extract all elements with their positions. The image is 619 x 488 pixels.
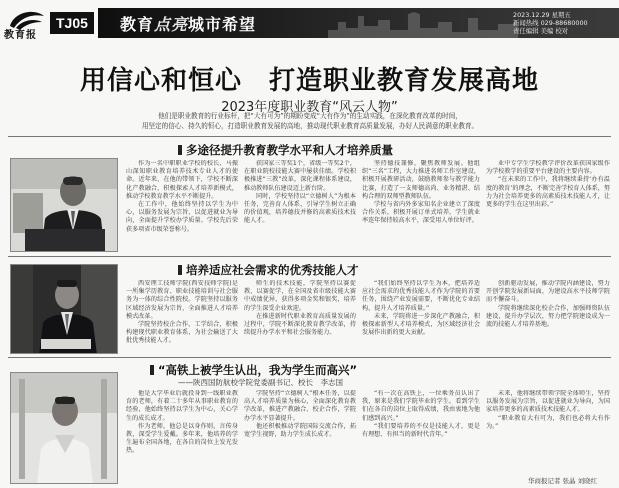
section1-column (244, 160, 356, 254)
section2-column (126, 280, 238, 354)
page-number-tag: TJ05 (50, 12, 94, 34)
portrait-photo (10, 264, 118, 354)
paragraph: 学院将继续深化校企合作，加强师资队伍建设，提升办学层次，努力把学院建设成为一流的技能人才培养基地。 (486, 304, 610, 329)
portrait-photo (10, 372, 118, 484)
paragraph: 作为一名中职职业学校的校长，马振山深知职业教育培养技术专业人才的使命。近年来，在他的带领下，学校不断深化产教融合，积极探索人才培养新模式，推动学校教育教学水平不断提升。 (126, 160, 238, 200)
intro-paragraph (110, 111, 510, 131)
divider (8, 136, 611, 137)
paragraph: 同时，学校坚持以“立德树人”为根本任务，完善育人体系，引导学生树立正确的价值观，培养德技并修的高素质技术技能人才。 (244, 192, 356, 225)
skyline-decoration-icon (328, 8, 518, 38)
paragraph: 学院坚持校企合作、工学结合，积极构建现代职业教育体系，为社会输送了大批优秀技能人才。 (126, 321, 238, 345)
paragraph: 他是大学毕业后就投身到一线职业教育的老师，有着二十多年从事职业教育的经验，他始终坚持以学生为中心，关心学生的成长成才。 (126, 390, 238, 422)
divider (8, 357, 611, 358)
section3-column (362, 390, 480, 484)
intro-line: 他们是职业教育的行业标杆，把“大有可为”的期盼变成“大有作为”的生动实践，在深化教育改革的时间， (158, 112, 462, 120)
section3-byline: ——陕西国防航校学院党委副书记、校长 李志国 (178, 378, 343, 387)
paragraph: 在推进新时代职业教育高质量发展的过程中，学院不断深化教育教学改革，持续提升办学水平和社会服务能力。 (244, 312, 356, 337)
section2-title (178, 262, 359, 278)
main-headline: 用信心和恒心 打造职业教育发展高地 (79, 66, 539, 96)
section2-column (362, 280, 480, 354)
paragraph: 未来，他将继续带领学院全体师生，坚持以服务发展为宗旨，以促进就业为导向，为国家培养更多的高素质技术技能人才。 (486, 390, 610, 414)
section2-title-text: 培养适应社会需求的优秀技能人才 (186, 263, 359, 277)
paragraph: 创新驱动发展，推动学院内涵建设，努力开创学院发展新局面，为建设高水平技师学院而不懈奋斗。 (486, 280, 610, 304)
paragraph: 作为老师，他总是以身作则，言传身教，深受学生爱戴。多年来，他培养的学生遍布全国各地，在各自的岗位上发光发热。 (126, 422, 238, 455)
issue-date: 2023.12.29 星期五 (513, 11, 571, 19)
editor-credits: 责任编辑 美编 校对 (513, 27, 569, 35)
portrait-photo (10, 158, 118, 252)
section1-title (178, 142, 393, 158)
person-portrait-icon (11, 265, 118, 354)
news-hotline: 新闻热线 029-88680000 (513, 19, 588, 27)
paragraph: “有一次在高铁上，一位乘务员认出了我，原来是我们学院毕业的学生。看到学生们在各自的岗位上取得成绩，我由衷地为他们感到高兴。” (362, 390, 480, 422)
paragraph: 西安理工技师学院(西安技师学院)是一所集学历教育、职业技能培训与社会服务为一体的综合性院校。学院坚持以服务区域经济发展为宗旨，全面推进人才培养模式改革。 (126, 280, 238, 320)
divider (8, 256, 611, 257)
paragraph: 获国家三等奖1个，省级一等奖2个，在职业院校技能大赛中屡获佳绩。学校积极推进“三教”改革，深化课程体系建设，推动教师队伍建设迈上新台阶。 (244, 160, 356, 192)
newspaper-logo-text: 教育报 (4, 30, 37, 41)
section3-column (244, 390, 356, 484)
section2-column (486, 280, 610, 354)
section1-column (126, 160, 238, 254)
section2-column (244, 280, 356, 354)
column-title (120, 12, 256, 35)
column-banner (98, 8, 619, 38)
intro-line: 用坚定的信心、持久的恒心，打造职业教育发展的高地，推动现代职业教育高质量发展，办好人民满意的职业教育。 (141, 122, 479, 130)
sub-headline: 2023年度职业教育“风云人物” (221, 100, 398, 115)
paragraph: “我们要培养的不仅是技能人才，更是有理想、有担当的新时代青年。” (362, 422, 480, 439)
paragraph: 未来，学院将进一步深化产教融合，积极探索新型人才培养模式，为区域经济社会发展作出新的更大贡献。 (362, 312, 480, 337)
paragraph: “我们始终坚持以学生为本，把培养适应社会需求的优秀技能人才作为学院的首要任务，围绕产业发展需要，不断优化专业结构，提升人才培养质量。” (362, 280, 480, 312)
column-title-part1: 教育 (120, 15, 155, 34)
paragraph: 业中专学生学校教学评价改革获国家级作为学校教学的重要平台建设的主要内容。 (486, 160, 610, 176)
section1-column (486, 160, 610, 254)
paragraph: “职业教育大有可为，我们也必将大有作为。” (486, 414, 610, 430)
paragraph: 学院坚持“立德树人”根本任务，以提高人才培养质量为核心，全面深化教育教学改革，推进产教融合、校企合作，学院办学水平显著提升。 (244, 390, 356, 422)
section3-title (150, 362, 357, 378)
paragraph: 在工作中，他始终坚持以学生为中心，以服务发展为宗旨，以促进就业为导向，全面提升学校办学质量。学校先后荣获多项省市级荣誉称号。 (126, 201, 238, 233)
section3-column (126, 390, 238, 484)
section3-title-text: “高铁上被学生认出，我为学生而高兴” (158, 363, 358, 377)
section3-column (486, 390, 610, 474)
paragraph: 坚持德技兼修，聚焦教师发展。他组织“三名”工程，大力推进名师工作室建设，积极开展教研活动，鼓励教师参与教学能力比赛，打造了一支师德高尚、业务精湛、结构合理的双师型教师队伍。 (362, 160, 480, 200)
issue-meta (513, 11, 613, 35)
section1-title-text: 多途径提升教育教学水平和人才培养质量 (186, 143, 393, 157)
paragraph: “在未来的工作中，我将继续秉持‘办有温度的教育’的理念，不断完善学校育人体系，努力为社会培养更多的高素质技术技能人才，让更多的学生在这里出彩。” (486, 176, 610, 209)
paragraph: 他还积极推动学院国际交流合作，拓宽学生视野，助力学生成长成才。 (244, 422, 356, 439)
paragraph: 师生的技术技能，学院坚持以赛促教、以赛促学，在全国及省市级技能大赛中成绩优异，获得多项金奖和银奖，培养的学生深受企业欢迎。 (244, 280, 356, 312)
column-title-part2: 城市希望 (188, 15, 257, 34)
reporter-signoff: 华商报记者 张晶 刘晓红 (528, 477, 598, 485)
paragraph: 学校与省内外多家知名企业建立了深度合作关系，积极开展订单式培养，学生就业率连年保持较高水平，深受用人单位好评。 (362, 201, 480, 225)
column-title-accent: 点亮 (154, 15, 189, 34)
section1-column (362, 160, 480, 254)
masthead (0, 0, 619, 46)
person-portrait-icon (11, 159, 118, 252)
person-portrait-icon (11, 373, 118, 484)
